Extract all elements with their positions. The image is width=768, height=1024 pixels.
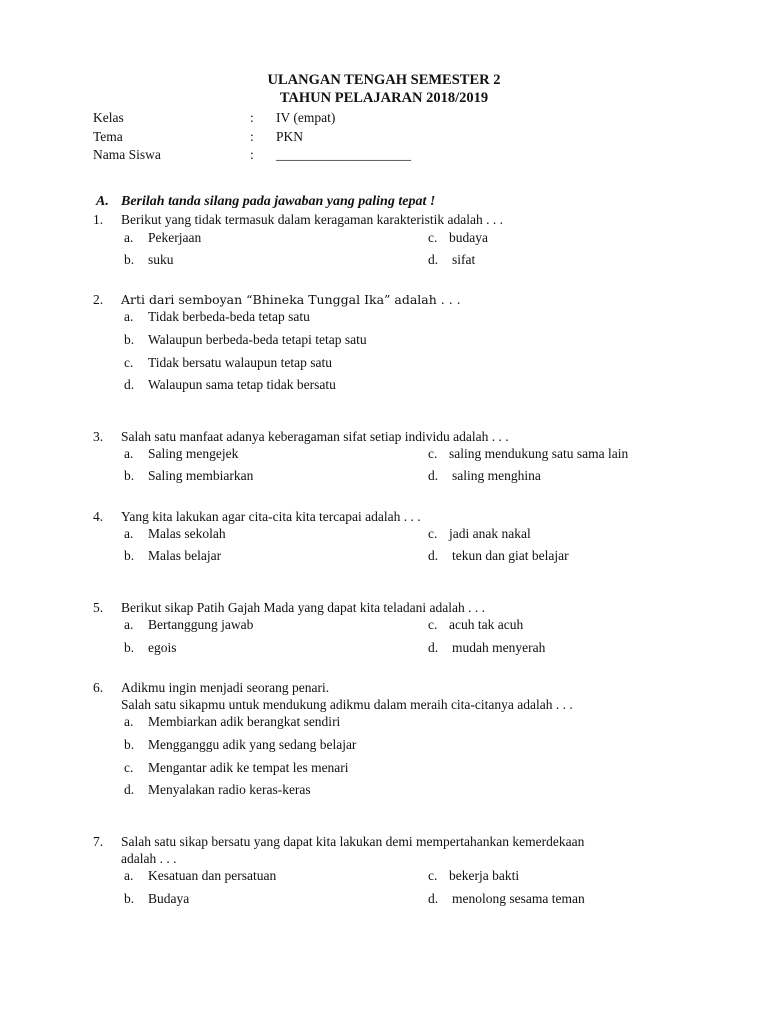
option-text: Membiarkan adik berangkat sendiri	[148, 714, 341, 729]
option-text: saling menghina	[452, 468, 541, 483]
option-letter: d.	[428, 891, 439, 906]
question-text: Adikmu ingin menjadi seorang penari.	[121, 680, 330, 695]
question-text: adalah . . .	[121, 851, 177, 866]
option-text: bekerja bakti	[449, 868, 520, 883]
option-letter: d.	[428, 468, 439, 483]
option-letter: a.	[124, 446, 134, 461]
option-text: Pekerjaan	[148, 230, 202, 245]
field-label-kelas: Kelas	[93, 110, 124, 125]
option-letter: b.	[124, 548, 135, 563]
option-letter: a.	[124, 617, 134, 632]
field-label-nama: Nama Siswa	[93, 147, 161, 162]
option-text: Walaupun berbeda-beda tetapi tetap satu	[148, 332, 367, 347]
option-text: Saling membiarkan	[148, 468, 254, 483]
question-text: Salah satu sikap bersatu yang dapat kita lakukan demi mempertahankan kemerdekaan	[121, 834, 585, 849]
option-letter: b.	[124, 332, 135, 347]
option-letter: c.	[428, 617, 438, 632]
option-letter: d.	[428, 640, 439, 655]
option-text: Tidak bersatu walaupun tetap satu	[148, 355, 332, 370]
question-text: Berikut sikap Patih Gajah Mada yang dapat kita teladani adalah . . .	[121, 600, 486, 615]
field-colon: :	[250, 110, 254, 125]
option-text: sifat	[452, 252, 476, 267]
option-text: menolong sesama teman	[452, 891, 585, 906]
section-letter: A.	[96, 194, 109, 209]
question-text: Yang kita lakukan agar cita-cita kita tercapai adalah . . .	[121, 509, 421, 524]
question-number: 3.	[93, 429, 104, 444]
option-text: egois	[148, 640, 177, 655]
option-text: Malas sekolah	[148, 526, 226, 541]
option-text: Menyalakan radio keras-keras	[148, 782, 311, 797]
option-letter: b.	[124, 468, 135, 483]
question-text: Arti dari semboyan “Bhineka Tunggal Ika” adalah . . .	[121, 292, 461, 307]
question-number: 4.	[93, 509, 104, 524]
option-letter: c.	[428, 446, 438, 461]
question-text: Salah satu manfaat adanya keberagaman sifat setiap individu adalah . . .	[121, 429, 509, 444]
option-letter: c.	[428, 868, 438, 883]
option-text: Bertanggung jawab	[148, 617, 254, 632]
option-text: tekun dan giat belajar	[452, 548, 569, 563]
option-letter: b.	[124, 252, 135, 267]
academic-year: TAHUN PELAJARAN 2018/2019	[279, 90, 489, 106]
option-text: saling mendukung satu sama lain	[449, 446, 629, 461]
field-label-tema: Tema	[93, 129, 123, 144]
option-letter: b.	[124, 737, 135, 752]
option-letter: c.	[428, 230, 438, 245]
field-colon: :	[250, 129, 254, 144]
option-text: Tidak berbeda-beda tetap satu	[148, 309, 310, 324]
option-letter: c.	[428, 526, 438, 541]
option-letter: a.	[124, 309, 134, 324]
field-colon: :	[250, 147, 254, 162]
option-text: acuh tak acuh	[449, 617, 524, 632]
option-letter: d.	[428, 252, 439, 267]
option-letter: c.	[124, 760, 134, 775]
question-number: 6.	[93, 680, 104, 695]
option-text: mudah menyerah	[452, 640, 546, 655]
option-letter: a.	[124, 230, 134, 245]
option-letter: d.	[428, 548, 439, 563]
option-letter: b.	[124, 891, 135, 906]
name-blank-line: ____________________	[276, 147, 411, 162]
option-text: budaya	[449, 230, 488, 245]
option-text: Budaya	[148, 891, 190, 906]
option-letter: a.	[124, 868, 134, 883]
option-letter: b.	[124, 640, 135, 655]
exam-title: ULANGAN TENGAH SEMESTER 2	[267, 72, 501, 88]
field-value-tema: PKN	[276, 129, 304, 144]
option-letter: c.	[124, 355, 134, 370]
option-text: Mengantar adik ke tempat les menari	[148, 760, 349, 775]
option-text: Malas belajar	[148, 548, 222, 563]
option-text: Walaupun sama tetap tidak bersatu	[148, 377, 336, 392]
section-instruction: Berilah tanda silang pada jawaban yang paling tepat !	[121, 194, 436, 209]
question-number: 7.	[93, 834, 104, 849]
option-text: Saling mengejek	[148, 446, 239, 461]
option-text: jadi anak nakal	[449, 526, 531, 541]
question-text: Salah satu sikapmu untuk mendukung adikmu dalam meraih cita-citanya adalah . . .	[121, 697, 573, 712]
question-text: Berikut yang tidak termasuk dalam keragaman karakteristik adalah . . .	[121, 212, 503, 227]
option-letter: a.	[124, 714, 134, 729]
field-value-kelas: IV (empat)	[276, 110, 336, 125]
option-letter: a.	[124, 526, 134, 541]
question-number: 1.	[93, 212, 104, 227]
question-number: 2.	[93, 292, 104, 307]
option-text: suku	[148, 252, 174, 267]
option-text: Kesatuan dan persatuan	[148, 868, 277, 883]
option-letter: d.	[124, 782, 135, 797]
option-letter: d.	[124, 377, 135, 392]
question-number: 5.	[93, 600, 104, 615]
option-text: Mengganggu adik yang sedang belajar	[148, 737, 357, 752]
